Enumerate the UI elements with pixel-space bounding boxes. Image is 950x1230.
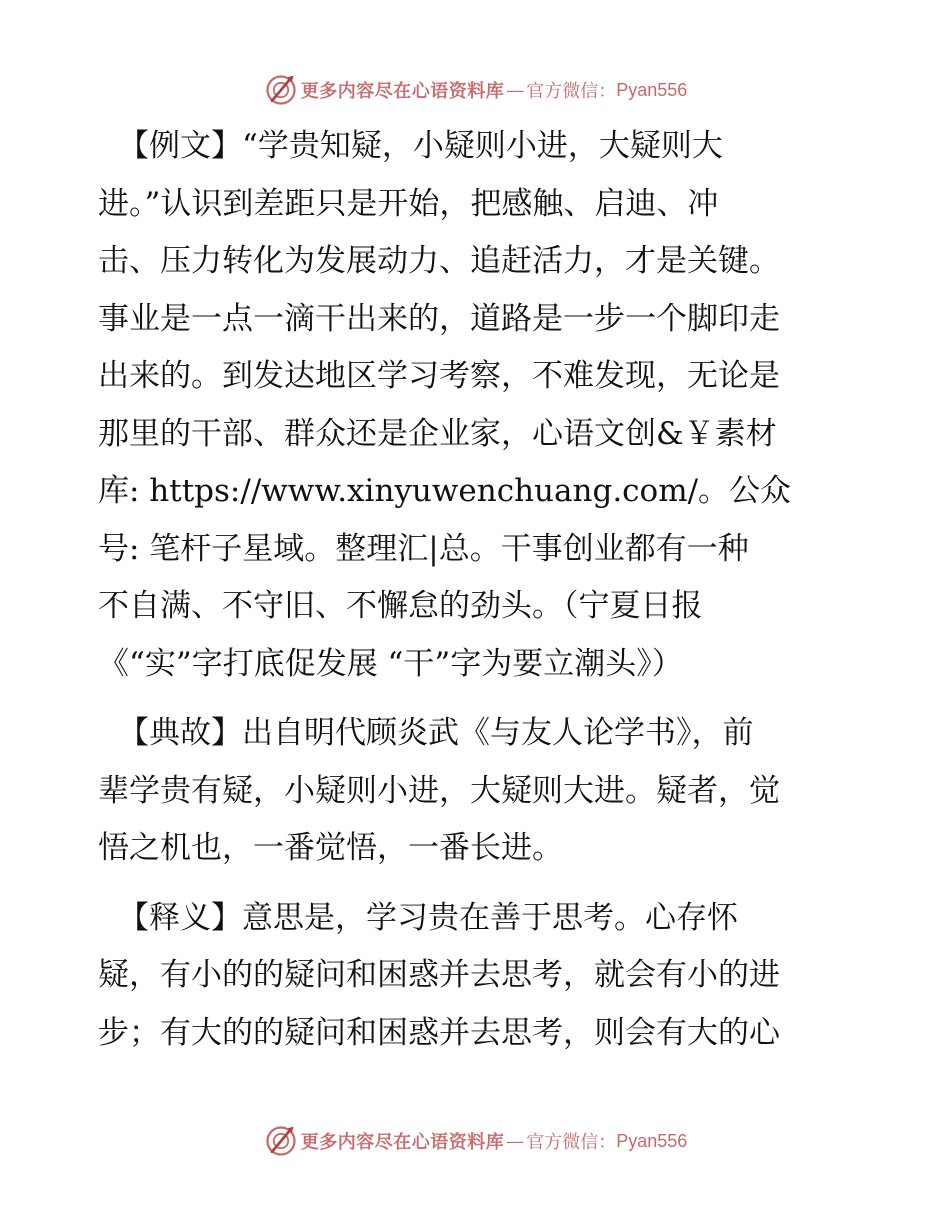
text-line: 悟之机也，一番觉悟，一番长进。: [98, 830, 563, 866]
text-line: 【典故】出自明代顾炎武《与友人论学书》，前: [118, 715, 754, 751]
text-line: 辈学贵有疑，小疑则小进，大疑则大进。疑者，觉: [98, 772, 780, 809]
text-line: 出来的。到发达地区学习考察，不难发现，无论是: [98, 358, 780, 394]
banner-separator: —: [506, 79, 525, 101]
document-body: [98, 118, 856, 1074]
paragraph-allusion: [98, 705, 856, 878]
text-line: 那里的干部、群众还是企业家，心语文创&￥素材: [98, 415, 777, 452]
text-line: 击、压力转化为发展动力、追赶活力，才是关键。: [98, 243, 780, 279]
text-line: 【释义】意思是，学习贵在善于思考。心存怀: [118, 899, 738, 936]
text-line: 不自满、不守旧、不懈怠的劲头。（宁夏日报: [98, 588, 703, 624]
paragraph-interpretation: [98, 890, 856, 1063]
banner-wechat-label: 官方微信：: [526, 1132, 617, 1153]
text-line: 步；有大的的疑问和困惑并去思考，则会有大的心: [98, 1014, 780, 1051]
text-line: 库: https://www.xinyuwenchuang.com/。公众: [98, 473, 792, 509]
paragraph-example: [98, 118, 856, 693]
text-line: 号: 笔杆子星域。整理汇|总。干事创业都有一种: [98, 530, 749, 567]
text-line: 事业是一点一滴干出来的，道路是一步一个脚印走: [98, 300, 780, 337]
banner-brand-text: 更多内容尽在心语资料库: [300, 81, 505, 102]
text-line: 进。”认识到差距只是开始，把感触、启迪、冲: [98, 185, 719, 222]
banner-wechat-label: 官方微信：: [526, 81, 617, 102]
brand-logo-icon: [263, 1123, 299, 1159]
banner-wechat-id: Pyan556: [616, 79, 688, 100]
text-line: 疑，有小的的疑问和困惑并去思考，就会有小的进: [98, 957, 780, 993]
footer-watermark-banner: [0, 1121, 950, 1161]
header-watermark-banner: [0, 70, 950, 110]
banner-wechat-id: Pyan556: [616, 1130, 688, 1151]
text-line: 《“实”字打底促发展 “干”字为要立潮头》）: [98, 645, 683, 682]
banner-separator: —: [506, 1130, 525, 1152]
text-line: 【例文】“学贵知疑，小疑则小进，大疑则大: [118, 128, 723, 164]
banner-brand-text: 更多内容尽在心语资料库: [300, 1132, 505, 1153]
brand-logo-icon: [263, 72, 299, 108]
